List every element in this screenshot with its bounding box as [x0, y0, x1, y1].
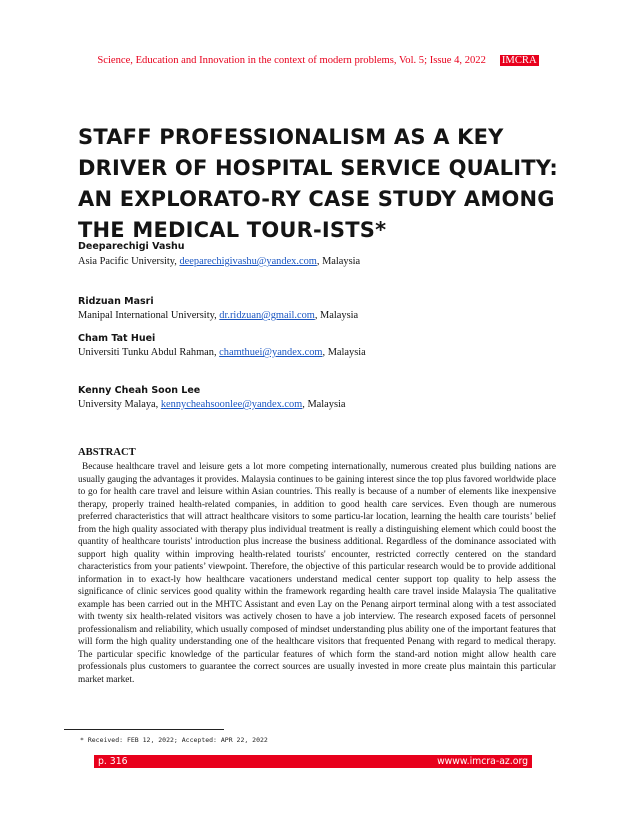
author-institution: University Malaya, — [78, 399, 161, 410]
author-affiliation — [78, 347, 366, 359]
author-affiliation — [78, 256, 360, 268]
paper-title: STAFF PROFESSIONALISM AS A KEY DRIVER OF HOSPITAL SERVICE QUALITY: AN EXPLORATO-RY CASE STUDY AMONG THE MEDICAL TOUR-ISTS* — [78, 125, 558, 242]
author-email-link[interactable]: dr.ridzuan@gmail.com — [219, 310, 315, 321]
received-accepted-footnote: * Received: FEB 12, 2022; Accepted: APR 22, 2022 — [80, 736, 268, 744]
running-header — [64, 53, 572, 67]
author-affiliation — [78, 310, 358, 322]
author-name: Cham Tat Huei — [78, 333, 156, 344]
page-footer — [94, 755, 532, 768]
author-name: Deeparechigi Vashu — [78, 241, 185, 252]
author-affiliation — [78, 399, 346, 411]
publisher-badge: IMCRA — [501, 54, 537, 66]
author-name: Kenny Cheah Soon Lee — [78, 385, 201, 396]
author-country: , Malaysia — [314, 310, 359, 321]
journal-title: Science, Education and Innovation in the context of modern problems, Vol. 5; Issue 4, 2022 — [97, 54, 486, 66]
author-name: Ridzuan Masri — [78, 296, 154, 307]
footnote-divider — [64, 729, 224, 730]
abstract-heading: ABSTRACT — [78, 447, 136, 458]
author-country: , Malaysia — [322, 347, 366, 358]
author-email-link[interactable]: chamthuei@yandex.com — [219, 347, 323, 358]
page-number: p. 316 — [98, 756, 128, 767]
author-institution: Asia Pacific University, — [78, 256, 180, 267]
author-email-link[interactable]: deeparechigivashu@yandex.com — [179, 256, 317, 267]
author-email-link[interactable]: kennycheahsoonlee@yandex.com — [160, 399, 303, 410]
author-institution: Manipal International University, — [78, 310, 220, 321]
author-institution: Universiti Tunku Abdul Rahman, — [78, 347, 220, 358]
website-link[interactable]: wwww.imcra-az.org — [437, 756, 528, 767]
abstract-body: Because healthcare travel and leisure gets a lot more competing internationally, numerous created plus building nations are usually gauging the advantages it provides. Malaysia continues to be gaining interest since the top plus favored worldwide place to go for health care travel and leisure within Asian countries. This really is because of a number of elements like inexpensive therapy, properly trained health-related companies, in addition to good health care services. Even though are numerous preferred characteristics that will attract healthcare visitors to some particu-lar location, learning the health care tourists’ belief from the high quality associated with therapy plus individual treatment is really a distinguishing element which could boost the quantity of healthcare tourists' introduction plus increase the business additional. Regardless of the dominance associated with support high quality within improving health-related tourists' encounter, restricted correctly centered on the standard characteristics from your patients’ viewpoint. Therefore, the objective of this particular research would be to provide additional information in to exact-ly how healthcare vacationers understand medical center support top quality to help assess the significance of clinic services good quality within the framework regarding health care travel inside Malaysia The qualitative example has been carried out in the MHTC Assistant and even Lay on the Penang airport terminal along with a test associated with twenty six health-related visitors was actively chosen to have a job interview. The research exposed facets of personnel professionalism and reliability, which usually composed of mindset understanding plus ability one of the important features that will form the high quality understanding one of the healthcare visitors that frequented Penang with regard to medical therapy. The particular specific knowledge of the particular features of which form the stand-ard notion might allow health care professionals plus customers to guarantee the correct sources are usually invested in more create plus maintain this particular market market. — [78, 462, 556, 685]
author-country: , Malaysia — [316, 256, 361, 267]
author-country: , Malaysia — [302, 399, 346, 410]
